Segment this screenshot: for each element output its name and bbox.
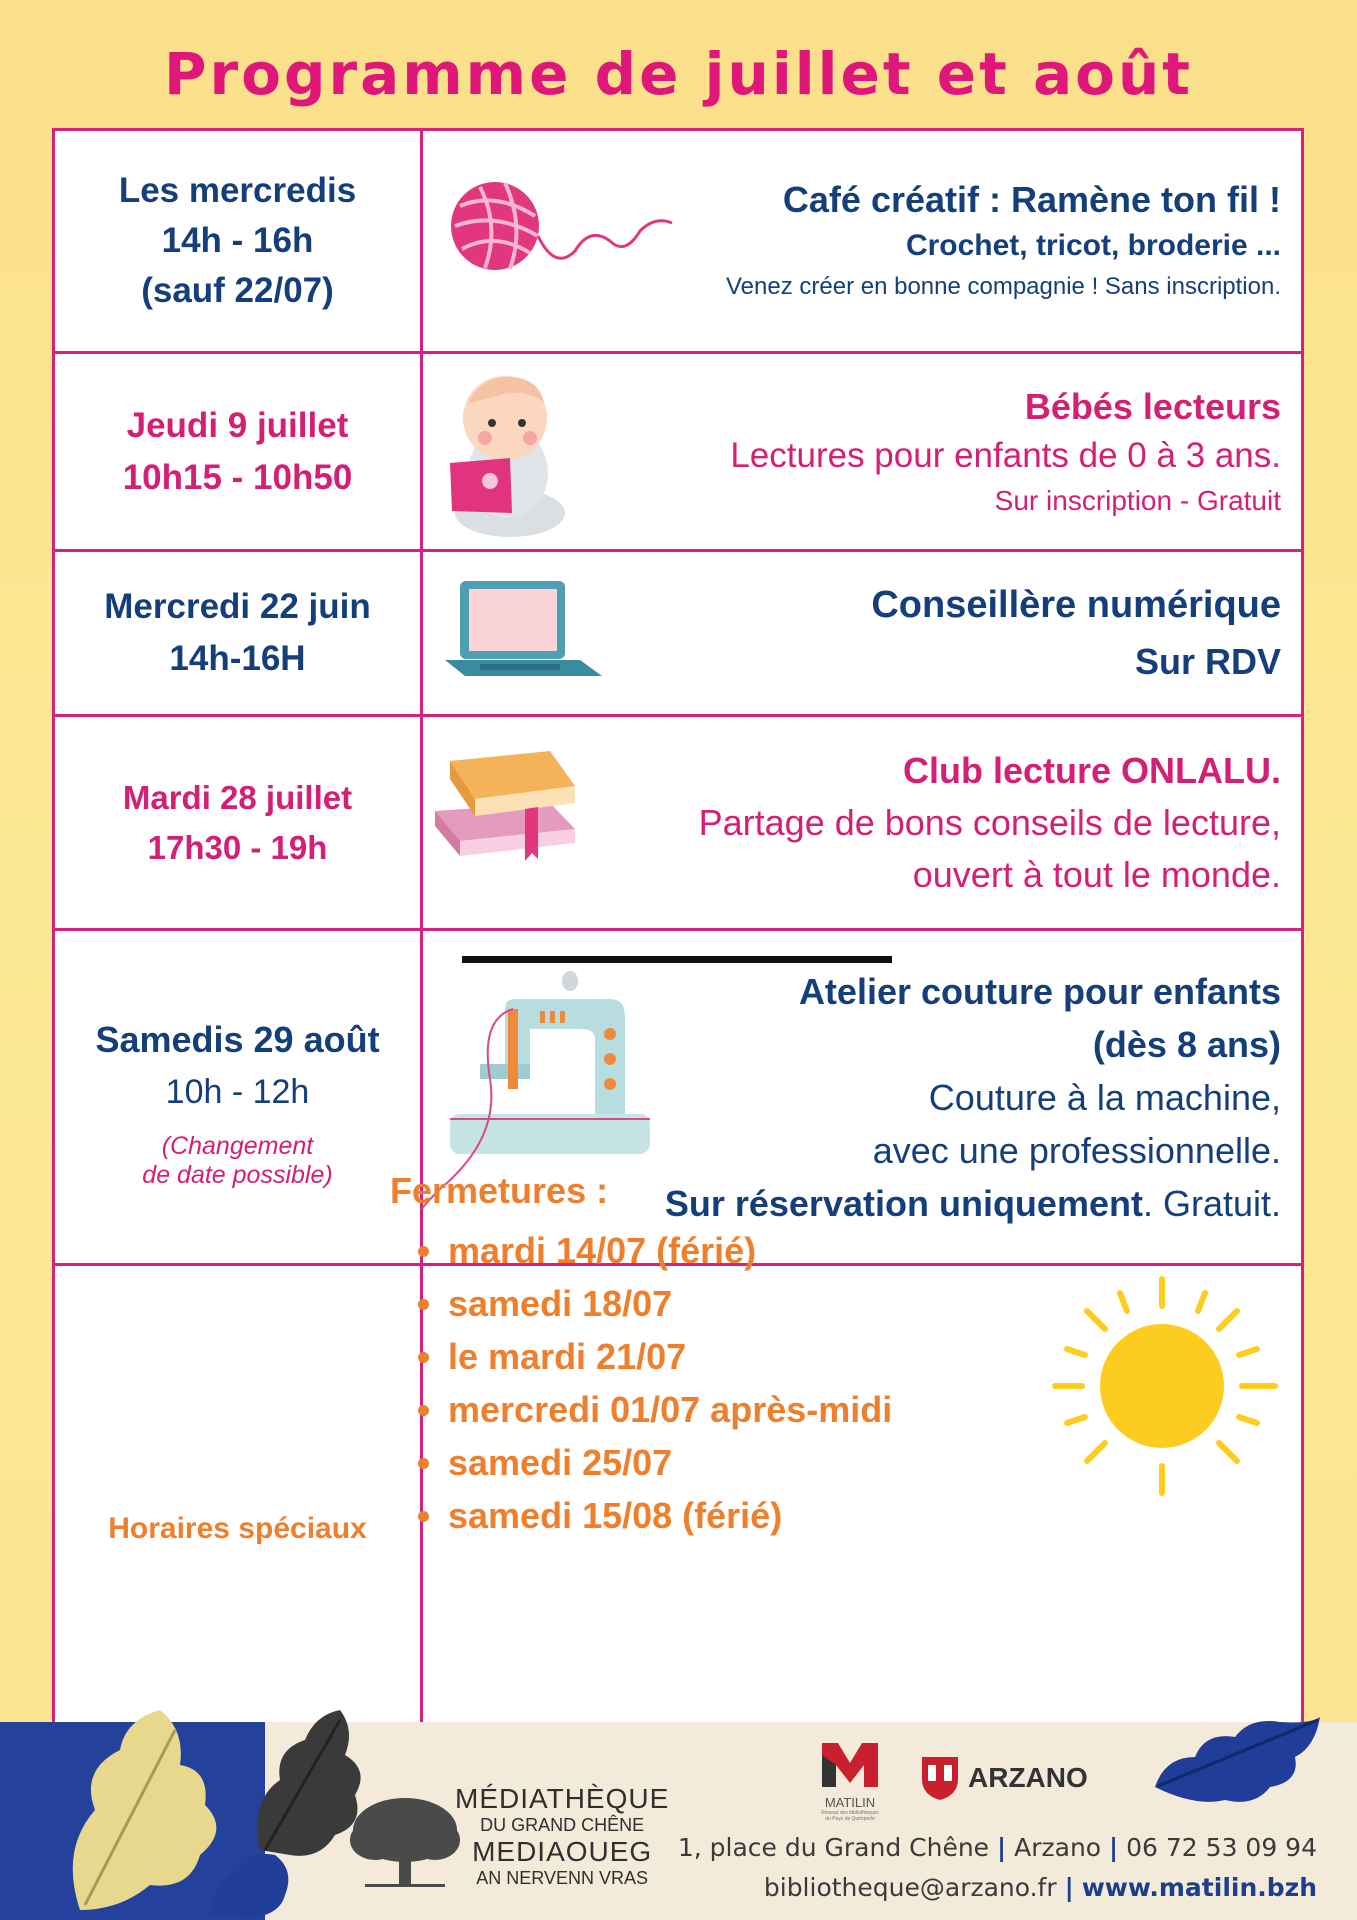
row-3-title: Conseillère numérique [871, 584, 1281, 626]
row-1-when [55, 131, 420, 351]
closure-item: samedi 18/07 [418, 1277, 892, 1330]
row-4-day: Mardi 28 juillet [122, 778, 353, 816]
phone[interactable]: 06 72 53 09 94 [1126, 1833, 1317, 1862]
address: 1, place du Grand Chêne [677, 1833, 990, 1862]
closures-list [390, 1170, 892, 1542]
address-line: 1, place du Grand Chêne | Arzano | 06 72 53 09 94 [677, 1833, 1317, 1862]
matilin-sub2: du Pays de Quimperlé [825, 1816, 875, 1822]
row-2-note: Sur inscription - Gratuit [994, 484, 1281, 516]
row-3-when [55, 552, 420, 714]
closure-item: samedi 25/07 [418, 1436, 892, 1489]
arzano-logo [920, 1755, 1088, 1801]
row-5-age: (dès 8 ans) [1092, 1023, 1281, 1065]
contact-info [678, 1828, 1317, 1908]
row-1-day: Les mercredis [118, 171, 357, 210]
row-4-details [423, 717, 1301, 928]
row-5-line2: avec une professionnelle. [872, 1129, 1281, 1171]
row-4-line2: ouvert à tout le monde. [912, 853, 1281, 895]
row-1-note: Venez créer en bonne compagnie ! Sans inscription. [725, 273, 1281, 300]
row-2-details [423, 354, 1301, 549]
row-2-day: Jeudi 9 juillet [126, 405, 349, 445]
mediatheque-name: MÉDIATHÈQUE [455, 1783, 670, 1814]
town: Arzano [1014, 1833, 1102, 1862]
row-5-reservation-strong: Sur réservation uniquement [664, 1182, 1143, 1224]
special-label: Horaires spéciaux [108, 1511, 367, 1545]
matilin-sub1: Réseau des bibliothèques [821, 1810, 879, 1816]
row-5-note-line1: (Changement [161, 1132, 314, 1160]
row-1-title: Café créatif : Ramène ton fil ! [782, 179, 1281, 220]
row-4-line1: Partage de bons conseils de lecture, [698, 801, 1281, 843]
mediatheque-logo [455, 1783, 669, 1889]
row-4-title: Club lecture ONLALU. [902, 749, 1281, 791]
email-link[interactable]: bibliotheque@arzano.fr [763, 1873, 1057, 1902]
row-5-line1: Couture à la machine, [928, 1076, 1281, 1118]
row-3-day: Mercredi 22 juin [104, 587, 371, 626]
row-5-reservation-rest: . Gratuit. [1142, 1182, 1281, 1224]
blue-leaf-icon [1150, 1712, 1325, 1807]
row-2-line: Lectures pour enfants de 0 à 3 ans. [730, 435, 1281, 475]
row-3-time: 14h-16H [169, 639, 306, 678]
tree-icon [345, 1790, 465, 1890]
row-1-subtitle: Crochet, tricot, broderie ... [905, 229, 1281, 262]
website-link[interactable]: www.matilin.bzh [1081, 1873, 1317, 1902]
page-title: Programme de juillet et août [164, 40, 1193, 108]
closures-heading: Fermetures : [390, 1170, 609, 1211]
oak-leaves-icon [40, 1690, 370, 1920]
row-1-time: 14h - 16h [161, 221, 314, 260]
closure-item: mercredi 01/07 après-midi [418, 1383, 892, 1436]
row-1-details [423, 131, 1301, 351]
closure-item: mardi 14/07 (férié) [418, 1224, 892, 1277]
mediatheque-breton-name: MEDIAOUEG [472, 1836, 653, 1867]
web-line: bibliotheque@arzano.fr | www.matilin.bzh [763, 1873, 1317, 1902]
row-2-time: 10h15 - 10h50 [122, 457, 353, 497]
row-3-details [423, 552, 1301, 714]
closure-item: le mardi 21/07 [418, 1330, 892, 1383]
row-5-when [55, 931, 420, 1263]
row-5-title: Atelier couture pour enfants [798, 970, 1281, 1012]
row-5-time: 10h - 12h [165, 1073, 310, 1111]
row-4-time: 17h30 - 19h [147, 828, 328, 866]
row-5-note-line2: de date possible) [142, 1161, 333, 1189]
row-3-subtitle: Sur RDV [1134, 641, 1281, 682]
row-2-when [55, 354, 420, 549]
row-5-day: Samedis 29 août [95, 1019, 380, 1060]
row-4-when [55, 717, 420, 928]
matilin-logo [800, 1735, 900, 1822]
arzano-name: ARZANO [968, 1762, 1088, 1793]
matilin-name: MATILIN [824, 1795, 876, 1810]
mediatheque-subname: DU GRAND CHÊNE [480, 1815, 645, 1835]
row-1-exception: (sauf 22/07) [141, 271, 334, 310]
closure-item: samedi 15/08 (férié) [418, 1489, 892, 1542]
matilin-m-icon [820, 1735, 880, 1790]
mediatheque-breton-subname: AN NERVENN VRAS [476, 1868, 648, 1888]
sun-icon [1045, 1271, 1285, 1501]
row-2-title: Bébés lecteurs [1024, 385, 1281, 427]
arzano-crest-icon [920, 1755, 960, 1801]
